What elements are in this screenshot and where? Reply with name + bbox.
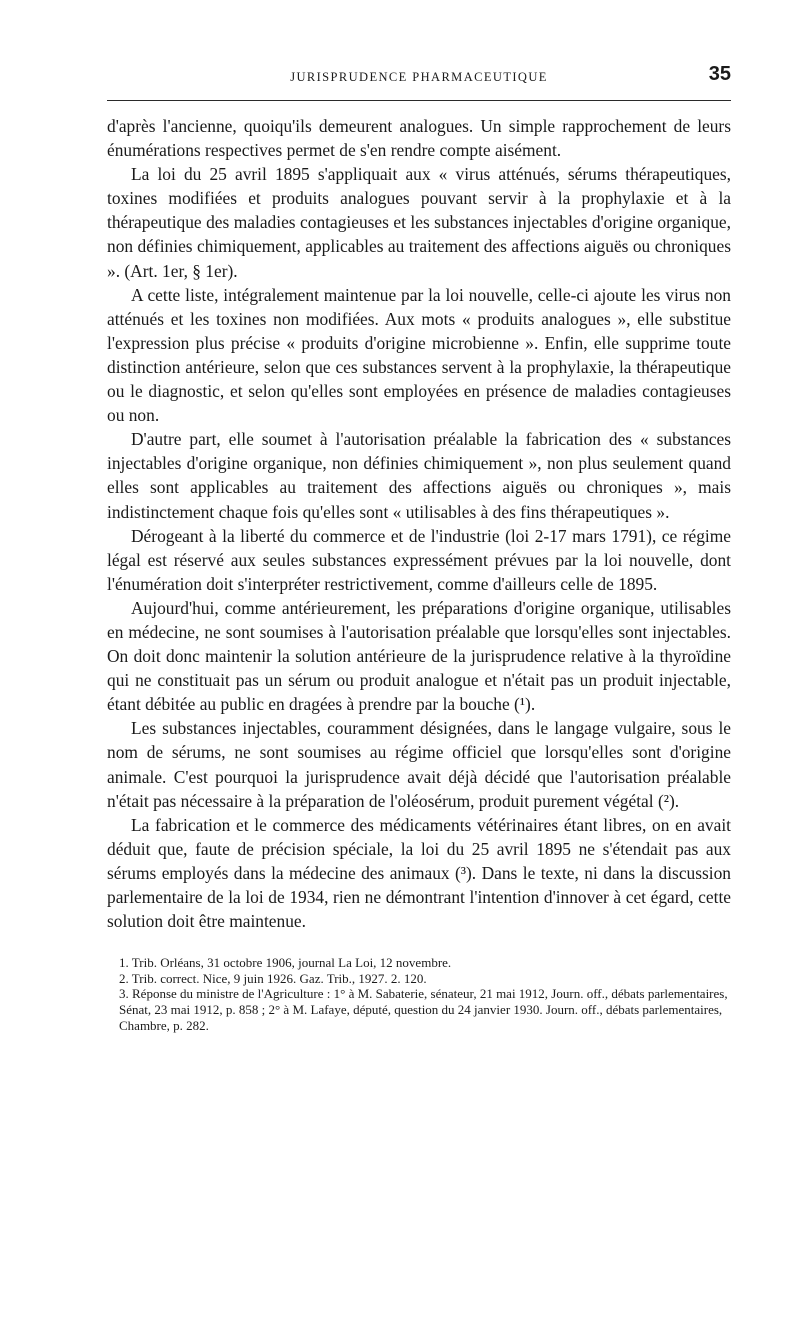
body-text [107, 114, 731, 933]
paragraph: La fabrication et le commerce des médicaments vétérinaires étant libres, on en avait déduit que, faute de précision spéciale, la loi du 25 avril 1895 ne s'étendait pas aux sérums employés dans la médecine des animaux (³). Dans le texte, ni dans la discussion parlementaire de la loi de 1934, rien ne démontrant l'intention d'innover à cet égard, cette solution doit être maintenue. [107, 814, 731, 932]
page-number: 35 [708, 63, 731, 85]
paragraph: d'après l'ancienne, quoiqu'ils demeurent analogues. Un simple rapprochement de leurs énumérations respectives permet de s'en rendre compte aisément. [107, 116, 731, 161]
paragraph: Dérogeant à la liberté du commerce et de l'industrie (loi 2-17 mars 1791), ce régime légal est réservé aux seules substances expressément prévues par la loi nouvelle, dont l'énumération doit s'interpréter restrictivement, comme d'ailleurs celle de 1895. [107, 525, 731, 594]
page [107, 60, 731, 1033]
paragraph: Aujourd'hui, comme antérieurement, les préparations d'origine organique, utilisables en médecine, ne sont soumises à l'autorisation préalable que lorsqu'elles sont injectables. On doit donc maintenir la solution antérieure de la jurisprudence relative à la thyroïdine qui ne constituait pas un sérum ou produit analogue et n'était pas un produit injectable, étant débitée au public en dragées à prendre par la bouche (¹). [107, 597, 731, 715]
running-head: JURISPRUDENCE PHARMACEUTIQUE [290, 70, 548, 84]
footnote: 1. Trib. Orléans, 31 octobre 1906, journal La Loi, 12 novembre. [119, 955, 452, 971]
footnote: 2. Trib. correct. Nice, 9 juin 1926. Gaz. Trib., 1927. 2. 120. [119, 970, 427, 986]
paragraph: Les substances injectables, couramment désignées, dans le langage vulgaire, sous le nom de sérums, ne sont soumises au régime officiel que lorsqu'elles sont d'origine animale. C'est pourquoi la jurisprudence avait déjà décidé que l'autorisation préalable n'était pas nécessaire à la préparation de l'oléosérum, produit purement végétal (²). [107, 718, 731, 811]
footnote: 3. Réponse du ministre de l'Agriculture : 1° à M. Sabaterie, sénateur, 21 mai 1912, Journ. off., débats parlementaires, Sénat, 23 mai 1912, p. 858 ; 2° à M. Lafaye, député, question du 24 janvier 1930. Journ. off., débats parlementaires, Chambre, p. 282. [119, 986, 728, 1033]
paragraph: La loi du 25 avril 1895 s'appliquait aux « virus atténués, sérums thérapeutiques, toxines modifiées et produits analogues pouvant servir à la prophylaxie et à la thérapeutique des maladies contagieuses et les substances injectables d'origine organique, non définies chimiquement, applicables au traitement des affections aiguës ou chroniques ». (Art. 1er, § 1er). [107, 164, 731, 281]
footnotes [107, 955, 731, 1033]
paragraph: A cette liste, intégralement maintenue par la loi nouvelle, celle-ci ajoute les virus non atténués et les toxines non modifiées. Aux mots « produits analogues », elle substitue l'expression plus précise « produits d'origine microbienne ». Enfin, elle supprime toute distinction antérieure, selon que ces substances servent à la prophylaxie, la thérapeutique ou le diagnostic, et selon qu'elles sont employées en présence de maladies contagieuses ou non. [107, 284, 731, 426]
page-header [107, 60, 731, 101]
paragraph: D'autre part, elle soumet à l'autorisation préalable la fabrication des « substances injectables d'origine organique, non définies chimiquement », non plus seulement quand elles sont applicables au traitement des affections aiguës ou chroniques », mais indistinctement chaque fois qu'elles sont « utilisables à des fins thérapeutiques ». [107, 429, 731, 522]
